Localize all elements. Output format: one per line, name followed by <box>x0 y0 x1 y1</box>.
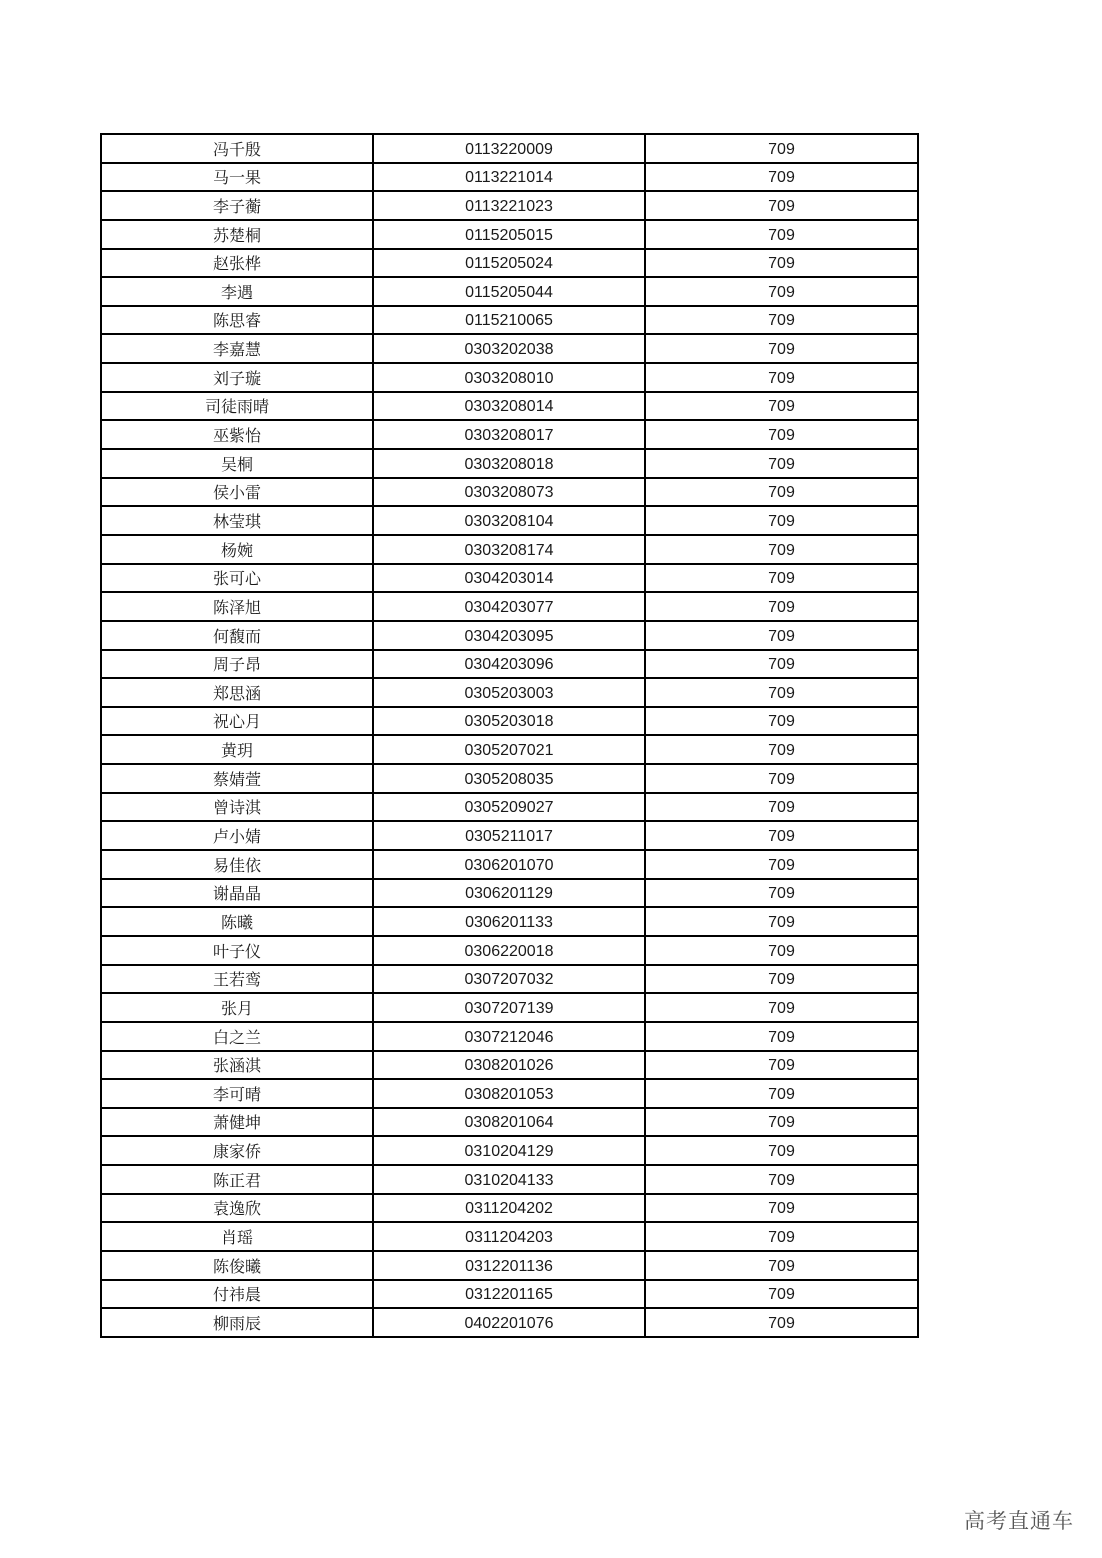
score-cell: 709 <box>645 650 918 679</box>
exam-id-cell: 0115210065 <box>373 306 645 335</box>
student-name-cell: 李嘉慧 <box>101 334 373 363</box>
exam-id-cell: 0113221023 <box>373 191 645 220</box>
exam-id-cell: 0312201136 <box>373 1251 645 1280</box>
exam-id-cell: 0305209027 <box>373 793 645 822</box>
table-row <box>101 363 918 392</box>
student-name-cell: 马一果 <box>101 163 373 192</box>
score-cell: 709 <box>645 821 918 850</box>
exam-id-cell: 0303202038 <box>373 334 645 363</box>
student-name-cell: 肖瑶 <box>101 1222 373 1251</box>
table-row <box>101 306 918 335</box>
exam-id-cell: 0303208010 <box>373 363 645 392</box>
score-cell: 709 <box>645 993 918 1022</box>
exam-id-cell: 0304203095 <box>373 621 645 650</box>
results-table-body <box>101 134 918 1337</box>
score-cell: 709 <box>645 1165 918 1194</box>
table-row <box>101 621 918 650</box>
student-name-cell: 侯小雷 <box>101 478 373 507</box>
student-name-cell: 李可晴 <box>101 1079 373 1108</box>
exam-id-cell: 0402201076 <box>373 1308 645 1337</box>
exam-id-cell: 0305207021 <box>373 735 645 764</box>
score-cell: 709 <box>645 1051 918 1080</box>
student-name-cell: 李子蘅 <box>101 191 373 220</box>
student-name-cell: 康家侨 <box>101 1136 373 1165</box>
score-cell: 709 <box>645 277 918 306</box>
score-cell: 709 <box>645 907 918 936</box>
exam-id-cell: 0310204129 <box>373 1136 645 1165</box>
table-row <box>101 821 918 850</box>
score-cell: 709 <box>645 478 918 507</box>
table-row <box>101 220 918 249</box>
score-cell: 709 <box>645 420 918 449</box>
student-name-cell: 张涵淇 <box>101 1051 373 1080</box>
student-name-cell: 陈俊曦 <box>101 1251 373 1280</box>
table-row <box>101 249 918 278</box>
table-row <box>101 592 918 621</box>
student-name-cell: 张月 <box>101 993 373 1022</box>
student-name-cell: 苏楚桐 <box>101 220 373 249</box>
exam-id-cell: 0311204203 <box>373 1222 645 1251</box>
table-row <box>101 1194 918 1223</box>
score-cell: 709 <box>645 735 918 764</box>
score-cell: 709 <box>645 306 918 335</box>
exam-id-cell: 0306201133 <box>373 907 645 936</box>
score-cell: 709 <box>645 707 918 736</box>
score-cell: 709 <box>645 134 918 163</box>
student-name-cell: 巫紫怡 <box>101 420 373 449</box>
table-row <box>101 707 918 736</box>
exam-id-cell: 0303208017 <box>373 420 645 449</box>
exam-id-cell: 0311204202 <box>373 1194 645 1223</box>
score-cell: 709 <box>645 564 918 593</box>
score-cell: 709 <box>645 793 918 822</box>
score-cell: 709 <box>645 764 918 793</box>
table-row <box>101 1108 918 1137</box>
exam-id-cell: 0115205015 <box>373 220 645 249</box>
student-name-cell: 黄玥 <box>101 735 373 764</box>
student-name-cell: 陈正君 <box>101 1165 373 1194</box>
table-row <box>101 420 918 449</box>
exam-id-cell: 0307207139 <box>373 993 645 1022</box>
exam-id-cell: 0308201064 <box>373 1108 645 1137</box>
exam-id-cell: 0308201053 <box>373 1079 645 1108</box>
exam-id-cell: 0303208104 <box>373 506 645 535</box>
student-name-cell: 司徒雨晴 <box>101 392 373 421</box>
exam-id-cell: 0115205024 <box>373 249 645 278</box>
score-cell: 709 <box>645 249 918 278</box>
score-cell: 709 <box>645 850 918 879</box>
score-cell: 709 <box>645 965 918 994</box>
student-name-cell: 叶子仪 <box>101 936 373 965</box>
exam-id-cell: 0113221014 <box>373 163 645 192</box>
table-row <box>101 134 918 163</box>
score-cell: 709 <box>645 1108 918 1137</box>
score-cell: 709 <box>645 163 918 192</box>
score-cell: 709 <box>645 1194 918 1223</box>
table-row <box>101 879 918 908</box>
student-name-cell: 曾诗淇 <box>101 793 373 822</box>
score-cell: 709 <box>645 449 918 478</box>
student-name-cell: 王若鸾 <box>101 965 373 994</box>
score-cell: 709 <box>645 1022 918 1051</box>
student-name-cell: 卢小婧 <box>101 821 373 850</box>
student-name-cell: 杨婉 <box>101 535 373 564</box>
exam-id-cell: 0303208014 <box>373 392 645 421</box>
student-name-cell: 陈思睿 <box>101 306 373 335</box>
exam-id-cell: 0306220018 <box>373 936 645 965</box>
student-name-cell: 吴桐 <box>101 449 373 478</box>
exam-id-cell: 0113220009 <box>373 134 645 163</box>
table-row <box>101 191 918 220</box>
table-row <box>101 936 918 965</box>
exam-id-cell: 0304203096 <box>373 650 645 679</box>
exam-id-cell: 0307212046 <box>373 1022 645 1051</box>
table-row <box>101 1165 918 1194</box>
score-cell: 709 <box>645 592 918 621</box>
score-cell: 709 <box>645 363 918 392</box>
table-row <box>101 764 918 793</box>
score-cell: 709 <box>645 678 918 707</box>
student-name-cell: 易佳依 <box>101 850 373 879</box>
student-name-cell: 张可心 <box>101 564 373 593</box>
table-row <box>101 993 918 1022</box>
student-name-cell: 袁逸欣 <box>101 1194 373 1223</box>
table-row <box>101 1251 918 1280</box>
student-name-cell: 李遇 <box>101 277 373 306</box>
score-cell: 709 <box>645 1280 918 1309</box>
table-row <box>101 735 918 764</box>
score-cell: 709 <box>645 1222 918 1251</box>
score-cell: 709 <box>645 392 918 421</box>
student-name-cell: 陈曦 <box>101 907 373 936</box>
watermark-text: 高考直通车 <box>964 1509 1074 1533</box>
exam-id-cell: 0115205044 <box>373 277 645 306</box>
table-row <box>101 850 918 879</box>
table-row <box>101 334 918 363</box>
score-cell: 709 <box>645 936 918 965</box>
table-row <box>101 478 918 507</box>
table-row <box>101 564 918 593</box>
score-cell: 709 <box>645 506 918 535</box>
table-row <box>101 965 918 994</box>
score-cell: 709 <box>645 334 918 363</box>
student-name-cell: 谢晶晶 <box>101 879 373 908</box>
student-name-cell: 祝心月 <box>101 707 373 736</box>
table-row <box>101 793 918 822</box>
student-name-cell: 冯千殷 <box>101 134 373 163</box>
table-row <box>101 1022 918 1051</box>
student-name-cell: 林莹琪 <box>101 506 373 535</box>
score-cell: 709 <box>645 1308 918 1337</box>
student-name-cell: 刘子璇 <box>101 363 373 392</box>
table-row <box>101 650 918 679</box>
table-row <box>101 907 918 936</box>
exam-id-cell: 0304203077 <box>373 592 645 621</box>
exam-id-cell: 0305203018 <box>373 707 645 736</box>
exam-id-cell: 0303208174 <box>373 535 645 564</box>
table-row <box>101 163 918 192</box>
exam-id-cell: 0305211017 <box>373 821 645 850</box>
table-row <box>101 1079 918 1108</box>
exam-id-cell: 0303208018 <box>373 449 645 478</box>
exam-id-cell: 0305203003 <box>373 678 645 707</box>
student-name-cell: 蔡婧萱 <box>101 764 373 793</box>
table-row <box>101 1222 918 1251</box>
student-name-cell: 陈泽旭 <box>101 592 373 621</box>
exam-id-cell: 0306201129 <box>373 879 645 908</box>
table-row <box>101 506 918 535</box>
table-row <box>101 678 918 707</box>
exam-id-cell: 0312201165 <box>373 1280 645 1309</box>
table-row <box>101 1308 918 1337</box>
student-name-cell: 白之兰 <box>101 1022 373 1051</box>
score-cell: 709 <box>645 621 918 650</box>
table-row <box>101 449 918 478</box>
student-name-cell: 柳雨辰 <box>101 1308 373 1337</box>
score-cell: 709 <box>645 535 918 564</box>
exam-id-cell: 0310204133 <box>373 1165 645 1194</box>
score-cell: 709 <box>645 1251 918 1280</box>
exam-id-cell: 0308201026 <box>373 1051 645 1080</box>
table-row <box>101 535 918 564</box>
results-table <box>100 133 919 1338</box>
score-cell: 709 <box>645 1079 918 1108</box>
student-name-cell: 周子昂 <box>101 650 373 679</box>
score-cell: 709 <box>645 879 918 908</box>
exam-id-cell: 0305208035 <box>373 764 645 793</box>
student-name-cell: 萧健坤 <box>101 1108 373 1137</box>
student-name-cell: 郑思涵 <box>101 678 373 707</box>
exam-id-cell: 0304203014 <box>373 564 645 593</box>
score-cell: 709 <box>645 191 918 220</box>
score-cell: 709 <box>645 1136 918 1165</box>
student-name-cell: 何馥而 <box>101 621 373 650</box>
table-row <box>101 1280 918 1309</box>
table-row <box>101 392 918 421</box>
exam-id-cell: 0307207032 <box>373 965 645 994</box>
student-name-cell: 赵张桦 <box>101 249 373 278</box>
exam-id-cell: 0303208073 <box>373 478 645 507</box>
table-row <box>101 1051 918 1080</box>
table-row <box>101 1136 918 1165</box>
student-name-cell: 付祎晨 <box>101 1280 373 1309</box>
exam-id-cell: 0306201070 <box>373 850 645 879</box>
table-row <box>101 277 918 306</box>
score-cell: 709 <box>645 220 918 249</box>
